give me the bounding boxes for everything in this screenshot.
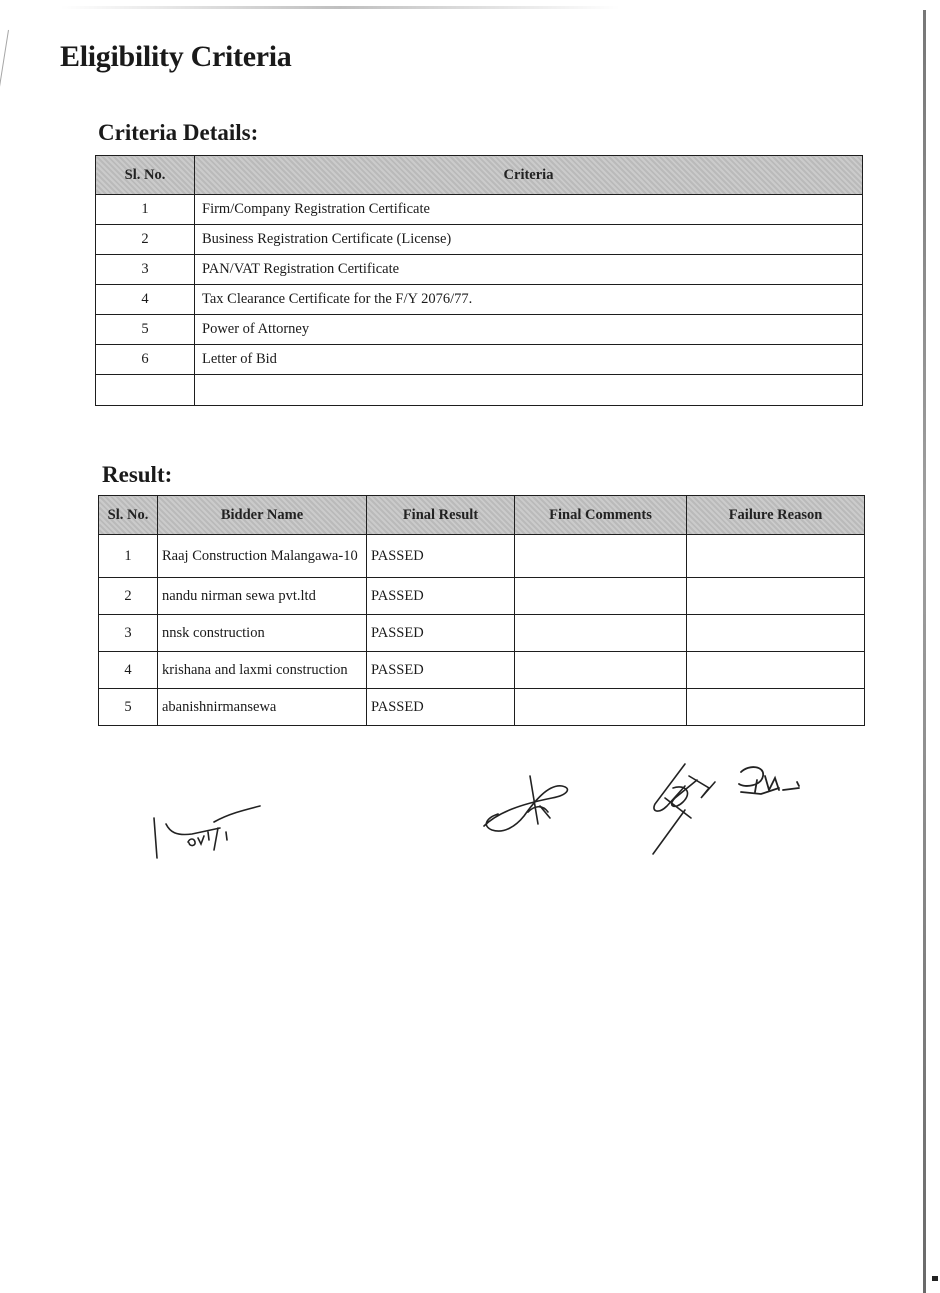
col-header-final-result: Final Result — [367, 496, 515, 535]
criteria-blank-row — [96, 375, 863, 406]
col-header-bidder-name: Bidder Name — [158, 496, 367, 535]
failure-reason — [687, 615, 865, 652]
page-title: Eligibility Criteria — [60, 40, 292, 73]
final-result: PASSED — [367, 689, 515, 726]
criteria-row — [96, 315, 863, 345]
col-header-failure-reason: Failure Reason — [687, 496, 865, 535]
criteria-text: Tax Clearance Certificate for the F/Y 2076/77. — [195, 285, 863, 315]
criteria-details-heading: Criteria Details: — [98, 120, 259, 145]
criteria-text: Letter of Bid — [195, 345, 863, 375]
scan-edge-right — [923, 10, 926, 1293]
criteria-sl-no: 3 — [96, 255, 195, 285]
criteria-row — [96, 195, 863, 225]
failure-reason — [687, 652, 865, 689]
final-comments — [515, 689, 687, 726]
result-row — [99, 578, 865, 615]
failure-reason — [687, 689, 865, 726]
result-sl-no: 4 — [99, 652, 158, 689]
result-heading: Result: — [102, 462, 173, 487]
bidder-name: Raaj Construction Malangawa-10 — [158, 535, 367, 578]
result-sl-no: 2 — [99, 578, 158, 615]
scan-edge-left — [0, 30, 9, 188]
final-result: PASSED — [367, 652, 515, 689]
criteria-row — [96, 345, 863, 375]
signature-3 — [645, 758, 725, 858]
result-row — [99, 535, 865, 578]
final-comments — [515, 652, 687, 689]
criteria-sl-no: 6 — [96, 345, 195, 375]
scan-edge-top — [60, 6, 620, 9]
criteria-sl-no: 1 — [96, 195, 195, 225]
final-comments — [515, 615, 687, 652]
criteria-header-row — [96, 156, 863, 195]
result-sl-no: 1 — [99, 535, 158, 578]
signature-1 — [148, 798, 268, 864]
result-row — [99, 615, 865, 652]
bidder-name: abanishnirmansewa — [158, 689, 367, 726]
result-row — [99, 652, 865, 689]
criteria-row — [96, 255, 863, 285]
signature-4 — [735, 762, 805, 802]
result-header-row — [99, 496, 865, 535]
final-result: PASSED — [367, 578, 515, 615]
criteria-sl-no: 4 — [96, 285, 195, 315]
failure-reason — [687, 578, 865, 615]
criteria-text: Firm/Company Registration Certificate — [195, 195, 863, 225]
criteria-row — [96, 285, 863, 315]
signature-2 — [478, 768, 578, 840]
result-sl-no: 3 — [99, 615, 158, 652]
col-header-sl-no: Sl. No. — [96, 156, 195, 195]
result-row — [99, 689, 865, 726]
result-sl-no: 5 — [99, 689, 158, 726]
result-table — [98, 495, 865, 726]
final-result: PASSED — [367, 615, 515, 652]
criteria-blank-cell — [96, 375, 195, 406]
criteria-sl-no: 2 — [96, 225, 195, 255]
bidder-name: nandu nirman sewa pvt.ltd — [158, 578, 367, 615]
criteria-blank-cell — [195, 375, 863, 406]
bidder-name: krishana and laxmi construction — [158, 652, 367, 689]
final-comments — [515, 535, 687, 578]
col-header-criteria: Criteria — [195, 156, 863, 195]
final-result: PASSED — [367, 535, 515, 578]
scan-speck — [932, 1276, 938, 1281]
criteria-row — [96, 225, 863, 255]
criteria-text: Business Registration Certificate (License) — [195, 225, 863, 255]
criteria-text: PAN/VAT Registration Certificate — [195, 255, 863, 285]
col-header-final-comments: Final Comments — [515, 496, 687, 535]
col-header-sl-no: Sl. No. — [99, 496, 158, 535]
criteria-sl-no: 5 — [96, 315, 195, 345]
bidder-name: nnsk construction — [158, 615, 367, 652]
final-comments — [515, 578, 687, 615]
criteria-text: Power of Attorney — [195, 315, 863, 345]
failure-reason — [687, 535, 865, 578]
criteria-table — [95, 155, 863, 406]
